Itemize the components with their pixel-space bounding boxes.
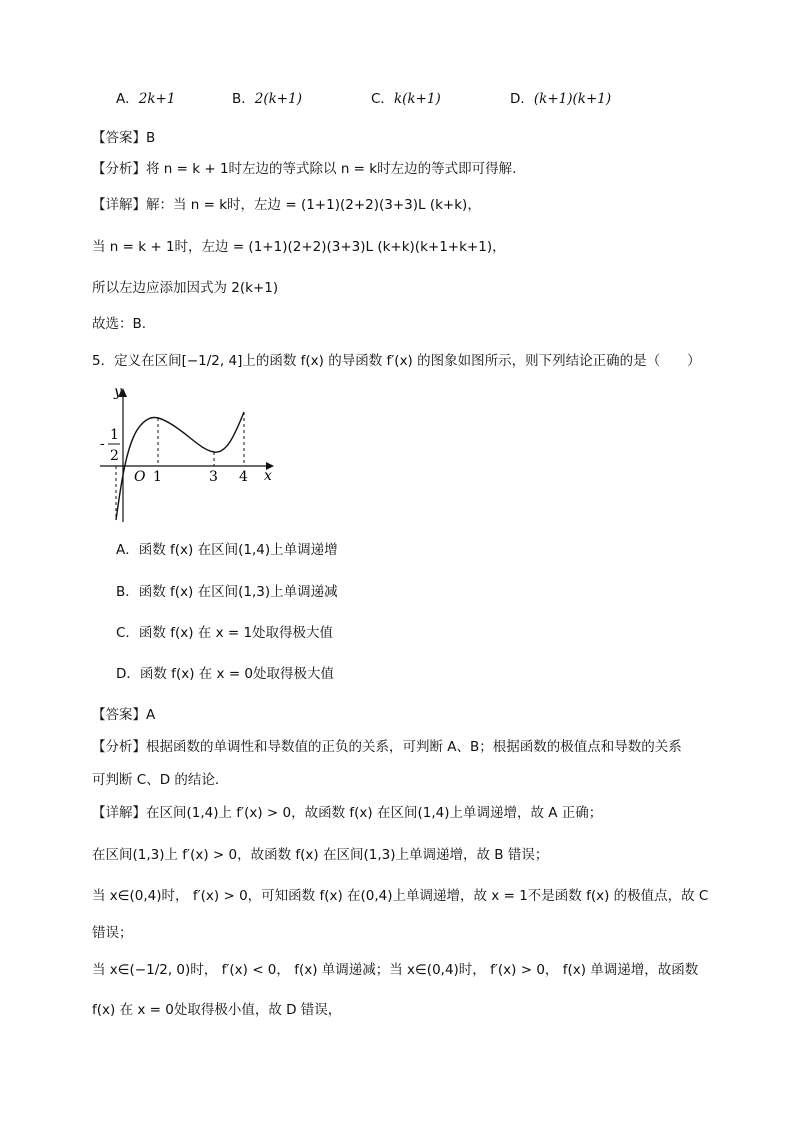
derivative-graph (96, 382, 286, 530)
q5-detail-3: 当 x∈(0,4)时， f′(x) > 0，可知函数 f(x) 在(0,4)上单调递增，故 x = 1不是函数 f(x) 的极值点，故 C (92, 888, 709, 904)
option-letter: D． (510, 91, 534, 107)
q5-detail-2: 在区间(1,3)上 f′(x) > 0，故函数 f(x) 在区间(1,3)上单调递增，故 B 错误； (92, 847, 549, 863)
q4-option-c (371, 89, 441, 109)
q4-option-a (116, 89, 175, 109)
q5-detail-4: 错误； (92, 925, 133, 941)
q5-analysis-1: 【分析】根据函数的单调性和导数值的正负的关系，可判断 A、B；根据函数的极值点和导数的关系 (92, 739, 682, 755)
q4-detail-4: 故选：B. (92, 316, 147, 332)
y-axis-label: y (114, 384, 122, 400)
q5-detail-5: 当 x∈(−1/2, 0)时， f′(x) < 0， f(x) 单调递减；当 x∈(0,4)时， f′(x) > 0， f(x) 单调递增，故函数 (92, 962, 699, 978)
x-axis-label: x (264, 468, 272, 484)
q5-option-c: C．函数 f(x) 在 x = 1处取得极大值 (116, 625, 334, 641)
q5-detail-6: f(x) 在 x = 0处取得极小值，故 D 错误， (92, 1002, 342, 1018)
q5-option-a: A．函数 f(x) 在区间(1,4)上单调递增 (116, 542, 338, 558)
option-value: (k+1)(k+1) (533, 91, 612, 107)
q5-answer: 【答案】A (92, 707, 156, 723)
neg-half-numerator: 1 (110, 427, 119, 443)
q4-option-b (232, 89, 302, 109)
q4-detail-2: 当 n = k + 1时，左边 = (1+1)(2+2)(3+3)L (k+k)(k+1+k+1)， (92, 239, 506, 255)
option-letter: B． (232, 91, 255, 107)
q4-analysis: 【分析】将 n = k + 1时左边的等式除以 n = k时左边的等式即可得解. (92, 161, 517, 177)
q5-detail-1: 【详解】在区间(1,4)上 f′(x) > 0，故函数 f(x) 在区间(1,4)上单调递增，故 A 正确； (92, 805, 603, 821)
option-value: 2(k+1) (254, 91, 302, 107)
neg-sign: - (100, 436, 105, 452)
q5-option-d: D．函数 f(x) 在 x = 0处取得极大值 (116, 666, 335, 682)
option-letter: C． (371, 91, 394, 107)
option-letter: A． (116, 91, 139, 107)
q5-analysis-2: 可判断 C、D 的结论． (92, 772, 229, 788)
origin-label: O (134, 469, 146, 485)
option-value: 2k+1 (138, 91, 176, 107)
q4-answer: 【答案】B (92, 130, 156, 146)
tick-4: 4 (239, 469, 248, 485)
q5-option-b: B．函数 f(x) 在区间(1,3)上单调递减 (116, 584, 338, 600)
q5-stem: 5．定义在区间[−1/2, 4]上的函数 f(x) 的导函数 f′(x) 的图象如图所示，则下列结论正确的是（ ） (92, 353, 701, 369)
option-value: k(k+1) (393, 91, 441, 107)
q4-detail-1: 【详解】解：当 n = k时，左边 = (1+1)(2+2)(3+3)L (k+k)， (92, 197, 481, 213)
tick-1: 1 (153, 469, 162, 485)
q4-option-d (510, 89, 611, 109)
neg-half-denominator: 2 (110, 448, 119, 464)
tick-3: 3 (209, 469, 218, 485)
q4-detail-3: 所以左边应添加因式为 2(k+1) (92, 280, 279, 296)
